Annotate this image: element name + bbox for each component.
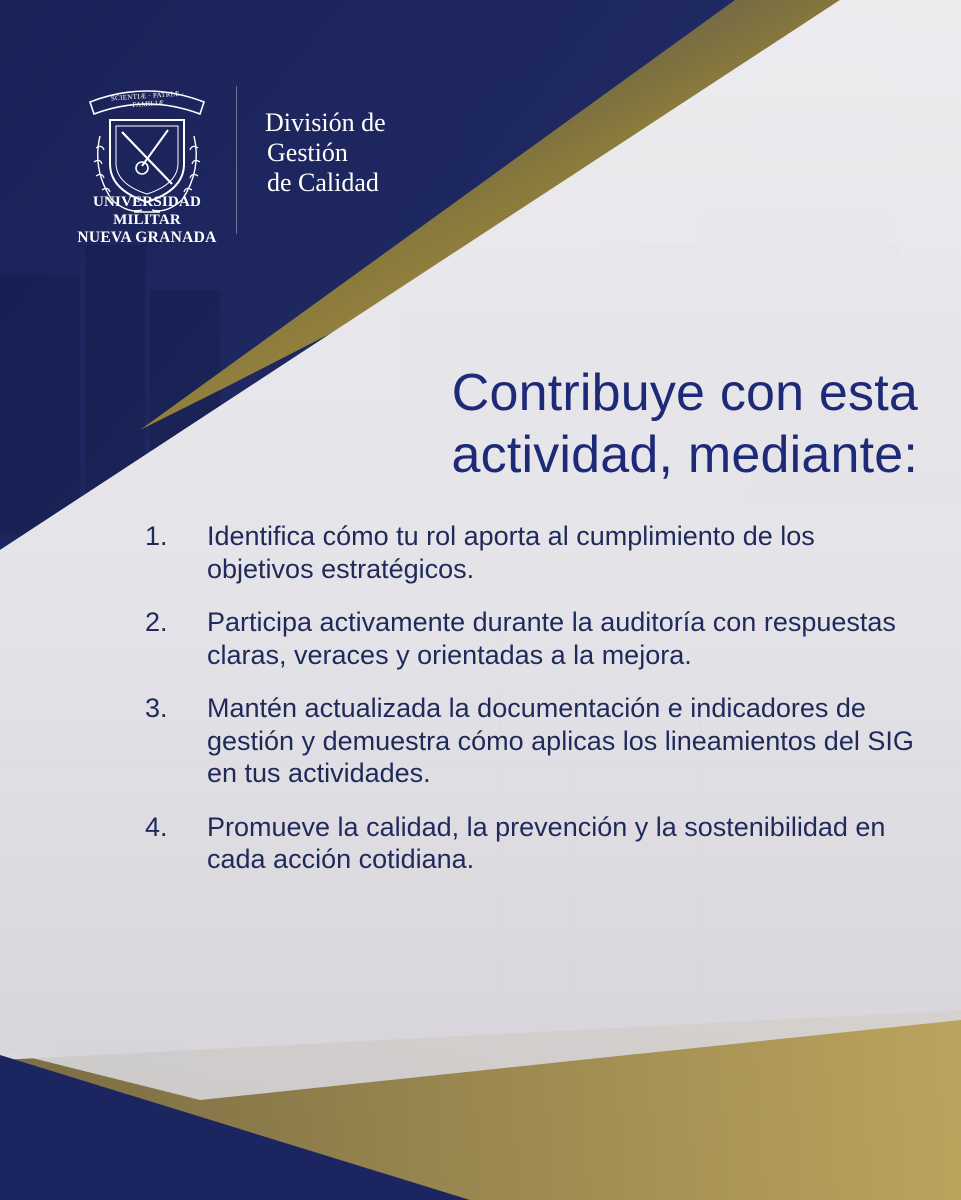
step-number: 4. [145, 811, 168, 842]
step-text: Identifica cómo tu rol aporta al cumplimiento de los objetivos estratégicos. [207, 521, 815, 584]
division-name [265, 108, 386, 198]
list-item [145, 692, 925, 790]
heading-line1: Contribuye con esta [451, 364, 918, 422]
step-text: Participa activamente durante la auditoría con respuestas claras, veraces y orientadas a la mejora. [207, 607, 896, 670]
list-item [145, 811, 925, 876]
step-text: Promueve la calidad, la prevención y la sostenibilidad en cada acción cotidiana. [207, 811, 886, 874]
step-text: Mantén actualizada la documentación e indicadores de gestión y demuestra cómo aplicas los lineamientos del SIG en tus actividades. [207, 693, 914, 788]
page-heading [318, 362, 918, 486]
step-number: 1. [145, 521, 168, 551]
division-line1: División de [265, 108, 386, 137]
university-name-line2: NUEVA GRANADA [77, 229, 217, 246]
heading-line2: actividad, mediante: [451, 426, 918, 484]
logo-motto: SCIENTIÆ · PATRIÆ · FAMILIÆ [110, 89, 185, 110]
list-item [145, 606, 925, 671]
university-name [70, 193, 224, 247]
division-line3: de Calidad [267, 168, 379, 197]
header-divider [236, 86, 237, 234]
list-item [145, 520, 925, 585]
step-number: 2. [145, 607, 168, 637]
step-number: 3. [145, 693, 168, 723]
university-name-line1: UNIVERSIDAD MILITAR [92, 194, 202, 228]
division-line2: Gestión [267, 138, 348, 167]
steps-list [145, 520, 925, 897]
